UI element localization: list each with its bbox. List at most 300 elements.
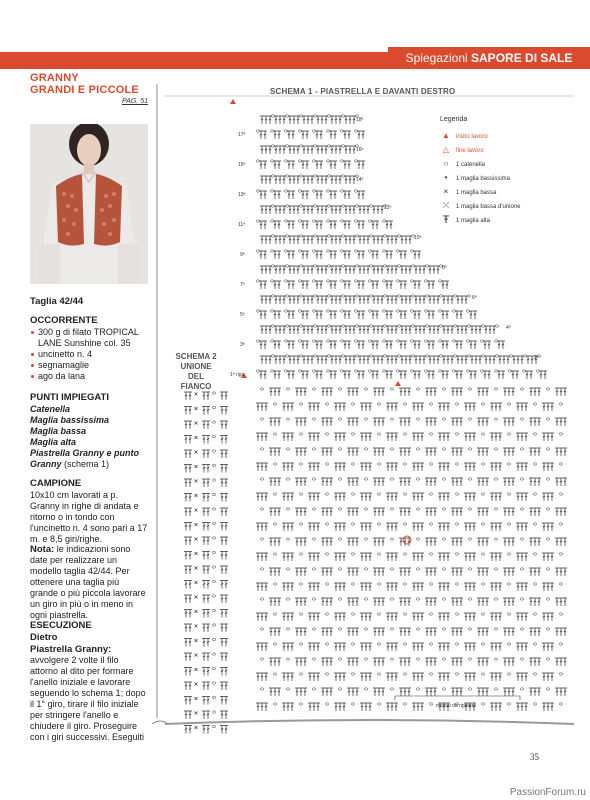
- maglia-alta-mark: [342, 703, 346, 711]
- catenella-mark: [286, 388, 289, 390]
- maglia-alta-mark: [312, 493, 316, 501]
- maglia-alta-mark: [273, 161, 277, 169]
- maglia-alta-mark: [372, 266, 376, 274]
- maglia-alta-mark: [338, 403, 342, 411]
- maglia-alta-mark: [429, 478, 433, 486]
- maglia-alta-mark: [485, 418, 489, 426]
- maglia-alta-mark: [308, 403, 312, 411]
- maglia-alta-mark: [404, 266, 408, 274]
- maglia-alta-mark: [329, 598, 333, 606]
- schema2-line: SCHEMA 2: [175, 352, 217, 361]
- catenella-mark: [494, 508, 497, 510]
- maglia-alta-mark: [420, 523, 424, 531]
- maglia-alta-mark: [537, 688, 541, 696]
- maglia-alta-mark: [412, 433, 416, 441]
- maglia-alta-mark: [386, 643, 390, 651]
- maglia-alta-mark: [420, 613, 424, 621]
- maglia-alta-mark: [498, 613, 502, 621]
- maglia-alta-mark: [334, 433, 338, 441]
- maglia-alta-mark: [278, 206, 282, 214]
- maglia-alta-mark: [301, 341, 305, 349]
- catenella-mark: [416, 418, 419, 420]
- maglia-alta-mark: [404, 326, 408, 334]
- maglia-alta-mark: [511, 388, 515, 396]
- maglia-alta-mark: [260, 296, 264, 304]
- maglia-alta-mark: [501, 371, 505, 379]
- maglia-alta-mark: [520, 673, 524, 681]
- maglia-alta-mark: [287, 371, 291, 379]
- maglia-alta-mark: [330, 206, 334, 214]
- maglia-alta-mark: [390, 673, 394, 681]
- maglia-alta-mark: [550, 703, 554, 711]
- maglia-alta-mark: [516, 673, 520, 681]
- maglia-alta-mark: [268, 266, 272, 274]
- maglia-alta-mark: [269, 658, 273, 666]
- maglia-alta-mark: [433, 418, 437, 426]
- maglia-alta-mark: [352, 356, 356, 364]
- maglia-alta-mark: [286, 613, 290, 621]
- maglia-alta-mark: [316, 403, 320, 411]
- catenella-mark: [507, 553, 510, 555]
- maglia-alta-mark: [278, 356, 282, 364]
- catenella-mark: [312, 598, 315, 600]
- maglia-alta-mark: [334, 206, 338, 214]
- maglia-alta-mark: [429, 388, 433, 396]
- maglia-alta-mark: [274, 206, 278, 214]
- catenella-mark: [559, 463, 562, 465]
- maglia-alta-mark: [375, 281, 379, 289]
- maglia-alta-mark: [184, 479, 188, 487]
- catenella-mark: [455, 553, 458, 555]
- maglia-alta-mark: [202, 624, 206, 632]
- maglia-alta-mark: [403, 478, 407, 486]
- maglia-alta-mark: [273, 191, 277, 199]
- maglia-alta-mark: [376, 236, 380, 244]
- maglia-alta-mark: [220, 653, 224, 661]
- maglia-alta-mark: [338, 296, 342, 304]
- maglia-alta-mark: [442, 463, 446, 471]
- maglia-alta-mark: [206, 537, 210, 545]
- maglia-alta-mark: [487, 341, 491, 349]
- catenella-mark: [442, 388, 445, 390]
- maglia-alta-mark: [373, 388, 377, 396]
- legend-item: [440, 214, 570, 235]
- maglia-alta-mark: [429, 508, 433, 516]
- maglia-alta-mark: [414, 326, 418, 334]
- maglia-alta-mark: [259, 371, 263, 379]
- maglia-alta-mark: [451, 388, 455, 396]
- maglia-alta-mark: [445, 281, 449, 289]
- catenella-mark: [390, 388, 393, 390]
- maglia-alta-mark: [259, 191, 263, 199]
- maglia-alta-mark: [358, 356, 362, 364]
- maglia-alta-mark: [512, 356, 516, 364]
- maglia-alta-mark: [377, 628, 381, 636]
- maglia-alta-mark: [188, 537, 192, 545]
- maglia-alta-mark: [316, 433, 320, 441]
- maglia-alta-mark: [425, 478, 429, 486]
- bottom-divider: [165, 720, 574, 724]
- maglia-alta-mark: [333, 251, 337, 259]
- catenella-mark: [212, 638, 215, 640]
- circle-icon: ○: [443, 159, 449, 168]
- maglia-alta-mark: [450, 356, 454, 364]
- catenella-mark: [559, 673, 562, 675]
- maglia-alta-mark: [516, 583, 520, 591]
- diag-label: 2ª: [534, 355, 539, 361]
- nota-label: Nota:: [30, 544, 55, 555]
- maglia-alta-mark: [520, 613, 524, 621]
- maglia-alta-mark: [418, 326, 422, 334]
- maglia-alta-mark: [324, 146, 328, 154]
- maglia-alta-mark: [338, 116, 342, 124]
- maglia-alta-mark: [188, 407, 192, 415]
- catenella-mark: [429, 613, 432, 615]
- maglia-alta-mark: [373, 418, 377, 426]
- catenella-mark: [442, 418, 445, 420]
- catenella-mark: [429, 583, 432, 585]
- maglia-alta-mark: [259, 221, 263, 229]
- maglia-alta-mark: [290, 613, 294, 621]
- maglia-bassa-mark: [195, 697, 198, 700]
- maglia-alta-mark: [292, 326, 296, 334]
- catenella-mark: [286, 508, 289, 510]
- maglia-alta-mark: [368, 613, 372, 621]
- catenella-mark: [468, 448, 471, 450]
- maglia-alta-mark: [348, 356, 352, 364]
- maglia-alta-mark: [542, 553, 546, 561]
- maglia-alta-mark: [288, 146, 292, 154]
- maglia-alta-mark: [188, 624, 192, 632]
- maglia-alta-mark: [368, 583, 372, 591]
- maglia-alta-mark: [333, 341, 337, 349]
- legend-label: 1 maglia alta: [456, 218, 491, 224]
- maglia-alta-mark: [386, 266, 390, 274]
- maglia-alta-mark: [494, 553, 498, 561]
- legend-item: [440, 133, 570, 147]
- catenella-mark: [364, 448, 367, 450]
- maglia-alta-mark: [287, 191, 291, 199]
- maglia-alta-mark: [352, 296, 356, 304]
- maglia-alta-mark: [224, 494, 228, 502]
- maglia-alta-mark: [286, 523, 290, 531]
- maglia-alta-mark: [343, 251, 347, 259]
- maglia-alta-mark: [188, 566, 192, 574]
- maglia-alta-mark: [202, 537, 206, 545]
- catenella-mark: [416, 388, 419, 390]
- catenella-mark: [364, 628, 367, 630]
- maglia-alta-mark: [290, 583, 294, 591]
- legend-label: 1 maglia bassissima: [456, 176, 511, 182]
- maglia-alta-mark: [351, 688, 355, 696]
- maglia-alta-mark: [446, 613, 450, 621]
- catenella-mark: [533, 493, 536, 495]
- maglia-alta-mark: [224, 624, 228, 632]
- maglia-bassa-mark: [195, 480, 198, 483]
- maglia-alta-mark: [291, 131, 295, 139]
- maglia-alta-mark: [355, 388, 359, 396]
- maglia-alta-mark: [376, 296, 380, 304]
- maglia-alta-mark: [338, 326, 342, 334]
- maglia-alta-mark: [292, 356, 296, 364]
- maglia-alta-mark: [296, 296, 300, 304]
- maglia-alta-mark: [291, 191, 295, 199]
- maglia-alta-mark: [316, 523, 320, 531]
- maglia-alta-mark: [413, 341, 417, 349]
- maglia-alta-mark: [290, 403, 294, 411]
- catenella-mark: [325, 583, 328, 585]
- maglia-alta-mark: [488, 326, 492, 334]
- maglia-alta-mark: [220, 668, 224, 676]
- maglia-alta-mark: [481, 568, 485, 576]
- maglia-alta-mark: [563, 568, 567, 576]
- catenella-mark: [481, 703, 484, 705]
- catenella-mark: [312, 688, 315, 690]
- catenella-mark: [507, 403, 510, 405]
- maglia-alta-mark: [455, 568, 459, 576]
- maglia-alta-mark: [413, 311, 417, 319]
- maglia-alta-mark: [422, 356, 426, 364]
- catenella-mark: [286, 628, 289, 630]
- catenella-mark: [533, 553, 536, 555]
- maglia-alta-mark: [256, 493, 260, 501]
- maglia-alta-mark: [315, 131, 319, 139]
- maglia-alta-mark: [498, 463, 502, 471]
- maglia-alta-mark: [282, 356, 286, 364]
- maglia-alta-mark: [417, 371, 421, 379]
- maglia-alta-mark: [188, 711, 192, 719]
- maglia-alta-mark: [329, 191, 333, 199]
- maglia-alta-mark: [412, 523, 416, 531]
- maglia-alta-mark: [325, 388, 329, 396]
- maglia-alta-mark: [291, 221, 295, 229]
- maglia-alta-mark: [355, 478, 359, 486]
- maglia-alta-mark: [446, 583, 450, 591]
- maglia-alta-mark: [516, 433, 520, 441]
- maglia-alta-mark: [202, 508, 206, 516]
- maglia-alta-mark: [524, 643, 528, 651]
- maglia-alta-mark: [446, 356, 450, 364]
- maglia-alta-mark: [316, 266, 320, 274]
- maglia-alta-mark: [386, 296, 390, 304]
- maglia-alta-mark: [563, 478, 567, 486]
- maglia-alta-mark: [537, 478, 541, 486]
- maglia-alta-mark: [287, 131, 291, 139]
- maglia-alta-mark: [282, 403, 286, 411]
- maglia-alta-mark: [394, 326, 398, 334]
- maglia-alta-mark: [259, 311, 263, 319]
- maglia-alta-mark: [477, 628, 481, 636]
- maglia-alta-mark: [263, 131, 267, 139]
- maglia-alta-mark: [416, 403, 420, 411]
- maglia-alta-mark: [433, 508, 437, 516]
- maglia-alta-mark: [264, 356, 268, 364]
- maglia-alta-mark: [438, 403, 442, 411]
- maglia-alta-mark: [375, 371, 379, 379]
- maglia-alta-mark: [438, 673, 442, 681]
- catenella-mark: [403, 613, 406, 615]
- maglia-alta-mark: [351, 598, 355, 606]
- catenella-mark: [546, 598, 549, 600]
- maglia-alta-mark: [375, 341, 379, 349]
- maglia-alta-mark: [490, 643, 494, 651]
- catenella-mark: [312, 388, 315, 390]
- maglia-alta-mark: [529, 628, 533, 636]
- maglia-alta-mark: [511, 371, 515, 379]
- maglia-alta-mark: [377, 568, 381, 576]
- maglia-alta-mark: [550, 673, 554, 681]
- maglia-alta-mark: [334, 523, 338, 531]
- maglia-alta-mark: [184, 494, 188, 502]
- catenella-mark: [212, 682, 215, 684]
- maglia-alta-mark: [308, 553, 312, 561]
- maglia-alta-mark: [206, 392, 210, 400]
- catenella-mark: [212, 609, 215, 611]
- maglia-alta-mark: [184, 465, 188, 473]
- maglia-alta-mark: [520, 553, 524, 561]
- maglia-alta-mark: [343, 161, 347, 169]
- maglia-alta-mark: [184, 639, 188, 647]
- catenella-mark: [546, 538, 549, 540]
- maglia-alta-mark: [273, 131, 277, 139]
- maglia-alta-mark: [433, 658, 437, 666]
- maglia-alta-mark: [342, 613, 346, 621]
- esecuzione-text: avvolgere 2 volte il filo attorno al dito per formare l'anello iniziale e lavorare seguendo lo schema 1; dopo il 1° giro, tirare il filo iniziale per stringere l'anello e chiudere il giro. Proseguire con i giri successivi. Eseguiti: [30, 655, 146, 742]
- maglia-alta-mark: [224, 479, 228, 487]
- maglia-alta-mark: [472, 583, 476, 591]
- maglia-alta-mark: [306, 176, 310, 184]
- maglia-alta-mark: [310, 176, 314, 184]
- maglia-alta-mark: [490, 403, 494, 411]
- maglia-alta-mark: [364, 673, 368, 681]
- maglia-alta-mark: [361, 371, 365, 379]
- maglia-alta-mark: [485, 658, 489, 666]
- legend-item: [440, 175, 570, 189]
- maglia-alta-mark: [290, 673, 294, 681]
- maglia-alta-mark: [366, 266, 370, 274]
- maglia-alta-mark: [429, 448, 433, 456]
- maglia-alta-mark: [425, 568, 429, 576]
- maglia-alta-mark: [550, 613, 554, 621]
- maglia-alta-mark: [533, 658, 537, 666]
- maglia-alta-mark: [417, 311, 421, 319]
- maglia-alta-mark: [310, 116, 314, 124]
- maglia-alta-mark: [438, 553, 442, 561]
- maglia-alta-mark: [455, 628, 459, 636]
- maglia-alta-mark: [206, 566, 210, 574]
- maglia-alta-mark: [511, 598, 515, 606]
- maglia-alta-mark: [264, 673, 268, 681]
- maglia-alta-mark: [516, 553, 520, 561]
- maglia-alta-mark: [373, 568, 377, 576]
- maglia-alta-mark: [399, 478, 403, 486]
- maglia-bassa-mark: [195, 683, 198, 686]
- catenella-mark: [312, 508, 315, 510]
- maglia-alta-mark: [399, 281, 403, 289]
- maglia-alta-mark: [464, 553, 468, 561]
- maglia-alta-mark: [347, 191, 351, 199]
- maglia-alta-mark: [399, 628, 403, 636]
- catenella-mark: [212, 522, 215, 524]
- maglia-alta-mark: [520, 493, 524, 501]
- maglia-alta-mark: [260, 493, 264, 501]
- catenella-mark: [299, 583, 302, 585]
- maglia-alta-mark: [529, 418, 533, 426]
- maglia-alta-mark: [559, 388, 563, 396]
- maglia-alta-mark: [446, 493, 450, 501]
- maglia-alta-mark: [224, 436, 228, 444]
- maglia-alta-mark: [287, 311, 291, 319]
- maglia-alta-mark: [338, 703, 342, 711]
- maglia-alta-mark: [407, 418, 411, 426]
- maglia-alta-mark: [507, 658, 511, 666]
- maglia-alta-mark: [498, 583, 502, 591]
- maglia-alta-mark: [206, 436, 210, 444]
- maglia-alta-mark: [184, 421, 188, 429]
- catenella-mark: [364, 478, 367, 480]
- maglia-alta-mark: [306, 356, 310, 364]
- maglia-alta-mark: [507, 448, 511, 456]
- maglia-alta-mark: [413, 371, 417, 379]
- catenella-mark: [403, 583, 406, 585]
- diag-label: 18ª: [356, 117, 364, 123]
- maglia-alta-mark: [263, 161, 267, 169]
- catenella-mark: [260, 658, 263, 660]
- maglia-alta-mark: [390, 433, 394, 441]
- catenella-mark: [481, 433, 484, 435]
- maglia-alta-mark: [184, 682, 188, 690]
- maglia-alta-mark: [316, 146, 320, 154]
- maglia-alta-mark: [282, 553, 286, 561]
- maglia-alta-mark: [344, 326, 348, 334]
- catenella-mark: [429, 433, 432, 435]
- maglia-alta-mark: [373, 478, 377, 486]
- maglia-alta-mark: [537, 628, 541, 636]
- maglia-alta-mark: [256, 403, 260, 411]
- maglia-alta-mark: [380, 236, 384, 244]
- maglia-alta-mark: [202, 610, 206, 618]
- maglia-alta-mark: [399, 658, 403, 666]
- maglia-alta-mark: [351, 448, 355, 456]
- maglia-alta-mark: [376, 206, 380, 214]
- maglia-alta-mark: [394, 403, 398, 411]
- maglia-alta-mark: [390, 403, 394, 411]
- maglia-alta-mark: [295, 538, 299, 546]
- maglia-alta-mark: [273, 628, 277, 636]
- maglia-alta-mark: [343, 131, 347, 139]
- catenella-mark: [325, 523, 328, 525]
- maglia-alta-mark: [274, 266, 278, 274]
- maglia-alta-mark: [329, 538, 333, 546]
- maglia-alta-mark: [408, 236, 412, 244]
- maglia-alta-mark: [386, 553, 390, 561]
- maglia-alta-mark: [442, 583, 446, 591]
- catenella-mark: [481, 613, 484, 615]
- maglia-alta-mark: [184, 581, 188, 589]
- maglia-alta-mark: [224, 552, 228, 560]
- maglia-alta-mark: [524, 583, 528, 591]
- maglia-alta-mark: [477, 508, 481, 516]
- catenella-mark: [312, 568, 315, 570]
- maglia-alta-mark: [329, 448, 333, 456]
- maglia-alta-mark: [542, 643, 546, 651]
- maglia-alta-mark: [445, 371, 449, 379]
- maglia-alta-mark: [263, 191, 267, 199]
- maglia-alta-mark: [563, 688, 567, 696]
- maglia-alta-mark: [546, 583, 550, 591]
- catenella-mark: [481, 643, 484, 645]
- maglia-alta-mark: [295, 448, 299, 456]
